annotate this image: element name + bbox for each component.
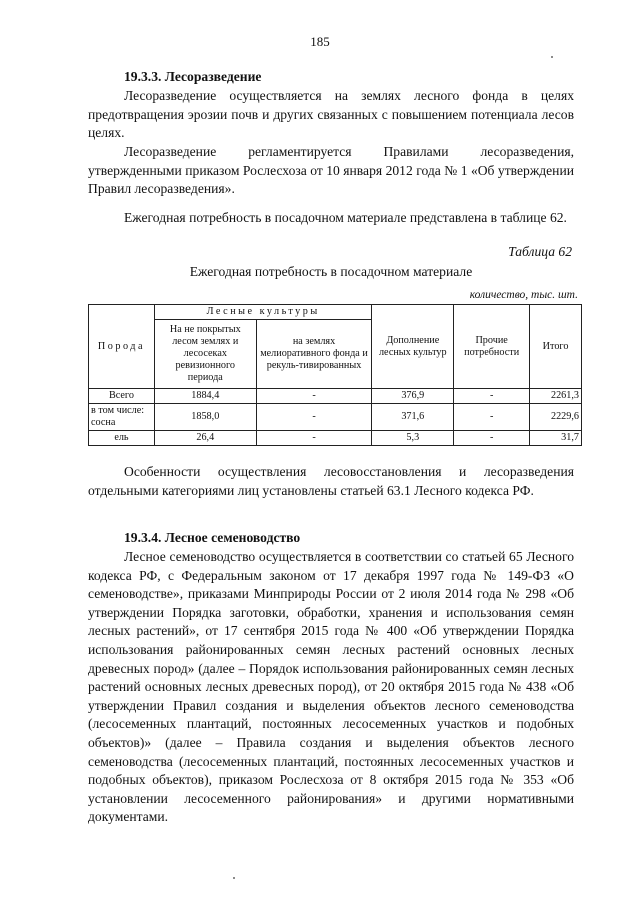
scan-speck [233,877,235,879]
table-title: Ежегодная потребность в посадочном материале [189,264,473,279]
paragraph-seed-production: Лесное семеноводство осуществляется в соответствии со статьей 65 Лесного кодекса РФ, с Федеральным законом от 17 декабря 1997 года № 149-ФЗ «О семеноводстве», приказами Минприроды России от 2 июля 2014 года № 298 «Об утверждении Порядка заготовки, обработки, хранения и использования семян лесных растений», от 17 сентября 2015 года № 400 «Об утверждении Порядка использования районированных семян лесных растений основных лесных древесных пород» (далее – Порядок использования районированных семян лесных растений основных лесных древесных пород), от 20 октября 2015 года № 438 «Об утверждении Правил создания и выделения объектов лесного семеноводства (лесосеменных плантаций, постоянных лесосеменных участков и подобных объектов)» (далее – Правила создания и выделения объектов лесного семеноводства (лесосеменных плантаций, постоянных лесосеменных участков и подобных объектов), приказом Рослесхоза от 8 октября 2015 года № 353 «Об установлении лесосеменного районирования» и другими нормативными документами. [88,549,574,825]
table-header-row-1 [89,305,582,320]
cell-value: 31,7 [530,431,582,446]
scan-speck [551,56,553,58]
header-breed: Порода [89,305,155,389]
cell-breed: Всего [89,389,155,404]
cell-value: 1858,0 [154,404,256,431]
cell-value: - [454,404,530,431]
cell-breed: ель [89,431,155,446]
table-unit: количество, тыс. шт. [469,289,578,301]
header-addition: Дополнение лесных культур [372,305,454,389]
section-heading-seed-production: 19.3.4. Лесное семеноводство [124,530,301,545]
header-total: Итого [530,305,582,389]
page-number: 185 [310,34,330,49]
cell-value: 26,4 [154,431,256,446]
paragraph-afforestation-1: Лесоразведение осуществляется на землях лесного фонда в целях предотвращения эрозии почв и других связанных с повышением потенциала лесов целях. [88,88,574,141]
planting-material-table [88,304,582,446]
cell-value: - [454,389,530,404]
table-row [89,431,582,446]
cell-value: 371,6 [372,404,454,431]
paragraph-afforestation-3: Ежегодная потребность в посадочном материале представлена в таблице 62. [124,210,567,225]
cell-value: 1884,4 [154,389,256,404]
header-other: Прочие потребности [454,305,530,389]
header-unforested-lands: На не покрытых лесом землях и лесосеках ревизионного периода [154,320,256,389]
cell-value: 5,3 [372,431,454,446]
cell-breed: в том числе: сосна [89,404,155,431]
cell-value: - [256,389,372,404]
paragraph-special-cases: Особенности осуществления лесовосстановления и лесоразведения отдельными категориями лиц установлены статьей 63.1 Лесного кодекса РФ. [88,464,574,498]
table-row [89,404,582,431]
paragraph-afforestation-2: Лесоразведение регламентируется Правилами лесоразведения, утвержденными приказом Рослесхоза от 10 января 2012 года № 1 «Об утверждении Правил лесоразведения». [88,144,574,197]
cell-value: - [256,404,372,431]
header-reclamation-lands: на землях мелиоративного фонда и рекуль-тивированных [256,320,372,389]
cell-value: 376,9 [372,389,454,404]
cell-value: 2229,6 [530,404,582,431]
table-row [89,389,582,404]
cell-value: 2261,3 [530,389,582,404]
table-label: Таблица 62 [508,244,572,259]
cell-value: - [256,431,372,446]
cell-value: - [454,431,530,446]
header-forest-cultures: Лесные культуры [154,305,371,320]
section-heading-afforestation: 19.3.3. Лесоразведение [124,69,262,84]
